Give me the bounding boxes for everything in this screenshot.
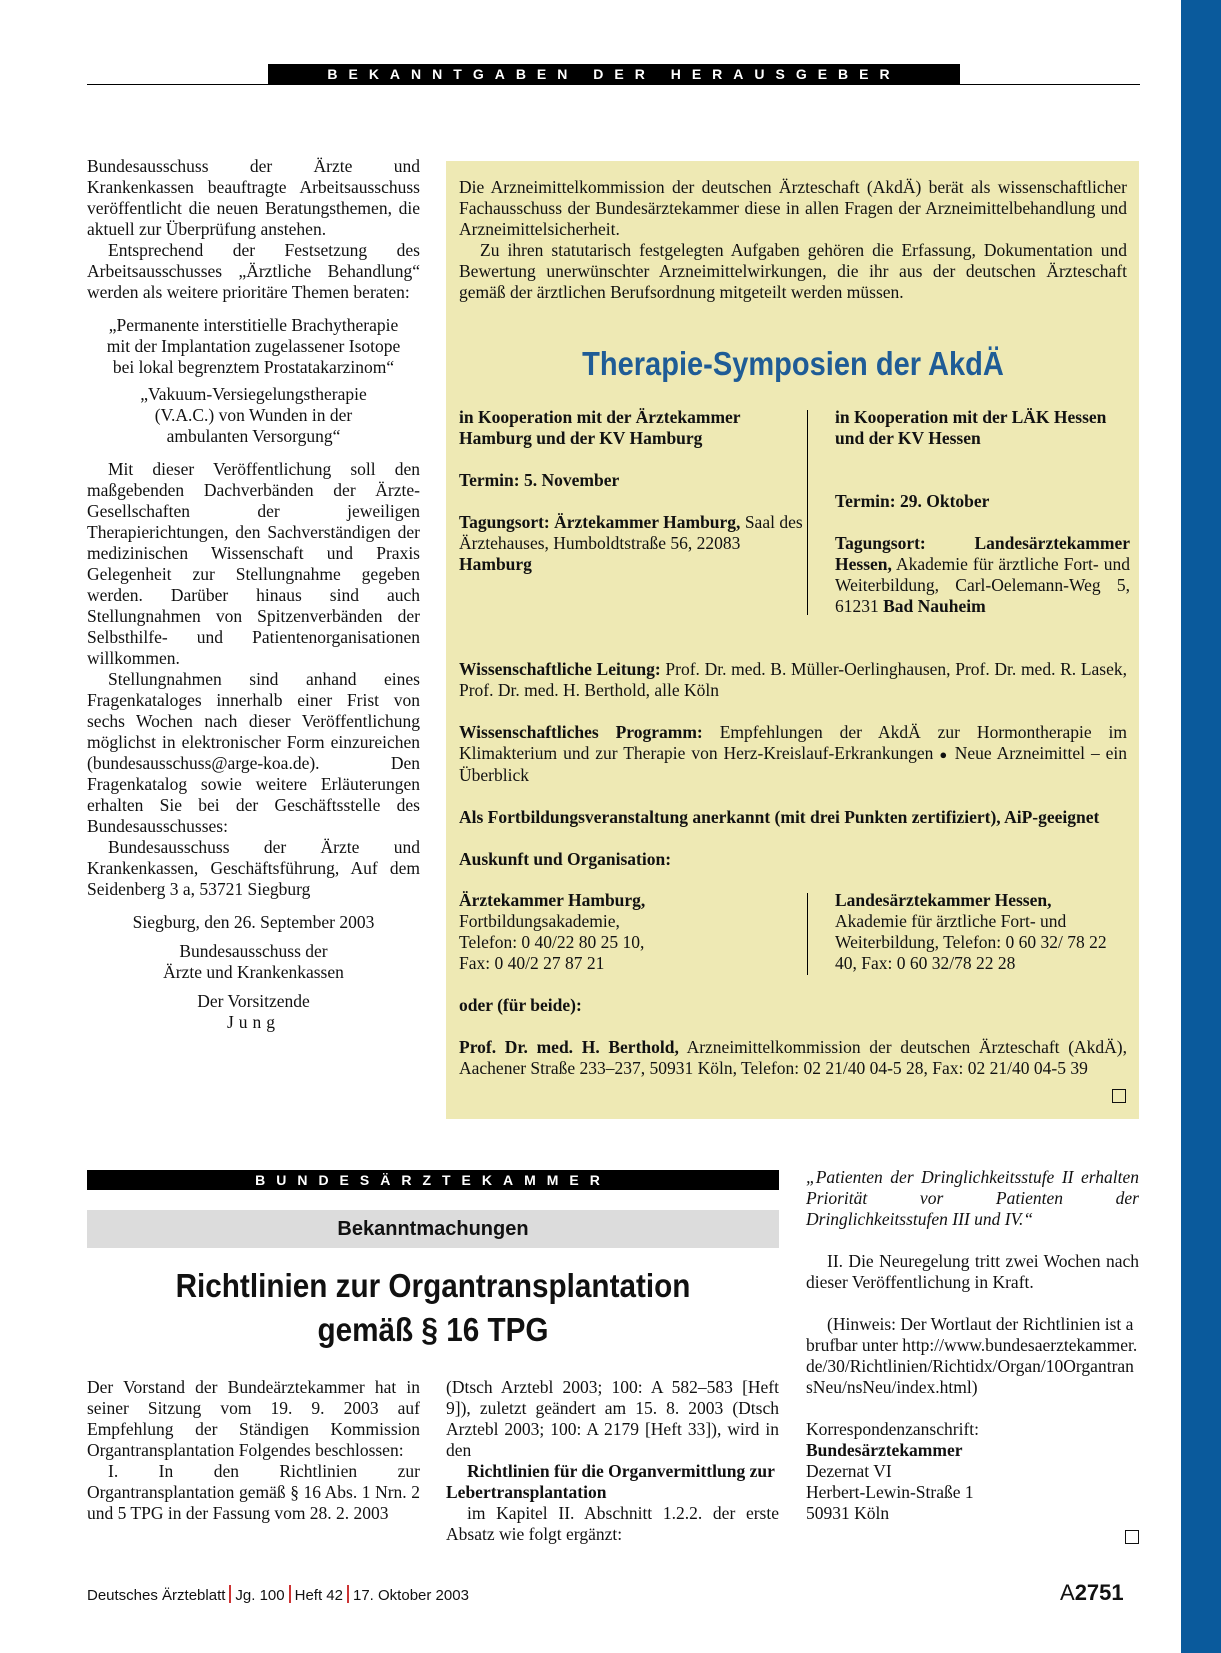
article-quote: „Patienten der Dringlichkeitsstufe II erhalten Priorität vor Patienten der Dringlichkeitsstufen III und IV.“ [806,1167,1139,1229]
auskunft-text: Fortbildungsakademie, Telefon: 0 40/22 80 25 10, Fax: 0 40/2 27 87 21 [459,911,645,973]
auskunft-text: Akademie für ärztliche Fort- und Weiterbildung, Telefon: 0 60 32/ 78 22 40, Fax: 0 60 32/78 22 28 [835,911,1107,973]
column-divider [807,410,808,615]
article-paragraph: I. In den Richtlinien zur Organtransplantation gemäß § 16 Abs. 1 Nrn. 2 und 5 TPG in der Fassung vom 28. 2. 2003 [87,1461,420,1523]
tagungsort [835,533,1130,617]
akda-box [446,161,1139,1119]
signature-role: Der Vorsitzende [197,991,310,1011]
symposium-title: Therapie-Symposien der AkdÄ [582,345,1004,382]
oder: oder (für beide): [459,995,582,1015]
subsection-bar: Bekanntmachungen [87,1210,779,1248]
corr-label: Korrespondenzanschrift: [806,1419,979,1439]
auskunft-hessen [835,890,1125,974]
article-title-line: gemäß § 16 TPG [317,1311,549,1348]
programm-text: Empfehlungen der AkdÄ zur Hormontherapie im Klimakterium und zur Therapie von Herz-Kreislauf-Erkrankungen [459,722,1128,763]
tagungsort-text: Akademie für ärztliche Fort- und Weiterbildung, Carl-Oelemann-Weg 5, 61231 [835,554,1130,616]
journal-name: Deutsches Ärzteblatt [87,1587,226,1604]
corr-org: Bundesärztekammer [806,1440,963,1460]
article-col-3 [806,1167,1139,1524]
leitung-label: Wissenschaftliche Leitung: [459,659,661,679]
tagungsort [459,512,804,575]
tagungsort-city: Hamburg [459,554,532,574]
programm [459,722,1127,786]
article-paragraph: (Dtsch Arztebl 2003; 100: A 582–583 [Heft 9]), zuletzt geändert am 15. 8. 2003 (Dtsch Arztebl 2003; 100: A 2179 [Heft 33]), wird in den [446,1377,779,1460]
symposium-hessen [835,407,1130,617]
journal-volume: Jg. 100 [235,1587,285,1604]
signature-name: Jung [226,1012,281,1032]
article-hint: (Hinweis: Der Wortlaut der Richtlinien ist abrufbar unter http://www.bundesaerztekammer.de/30/Richtlinien/Richtidx/Organ/10OrgantransNeu/nsNeu/index.html) [806,1314,1138,1397]
contact-text: Arzneimittelkommission der deutschen Ärzteschaft (AkdÄ), Aachener Straße 233–237, 50931 Köln, Telefon: 02 21/40 04-5 28, Fax: 02 21/40 04-5 39 [459,1037,1127,1078]
termin: Termin: 5. November [459,470,620,490]
place-date: Siegburg, den 26. September 2003 [132,912,375,932]
end-square-icon [1112,1089,1126,1103]
auskunft-hamburg [459,890,789,974]
article-col-2 [446,1377,779,1545]
leitung [459,659,1127,701]
article-col-1 [87,1377,420,1524]
separator [229,1585,231,1603]
article-paragraph: im Kapitel II. Abschnitt 1.2.2. der erste Absatz wie folgt ergänzt: [446,1503,779,1544]
programm-text: Neue Arzneimittel – ein Überblick [459,743,1128,785]
left-paragraph: Entsprechend der Festsetzung des Arbeitsausschusses „Ärztliche Behandlung“ werden als weitere prioritäre Themen beraten: [87,240,420,302]
coop-text: in Kooperation mit der LÄK Hessen und der KV Hessen [835,407,1107,448]
auskunft-name: Landesärztekammer Hessen, [835,890,1052,910]
auskunft-label: Auskunft und Organisation: [459,849,672,869]
corr-line: Dezernat VI [806,1461,892,1481]
bullet-icon: ● [939,747,949,762]
footer [87,1585,469,1606]
page-number [1060,1580,1124,1606]
contact-name: Prof. Dr. med. H. Berthold, [459,1037,679,1057]
article-title-line: Richtlinien zur Organtransplantation [175,1267,691,1304]
akda-intro [459,177,1127,303]
corr-line: 50931 Köln [806,1503,890,1523]
article-bold: Richtlinien für die Organvermittlung zur Lebertransplantation [446,1461,775,1502]
tagungsort-city: Bad Nauheim [883,596,986,616]
article-paragraph: II. Die Neuregelung tritt zwei Wochen nach dieser Veröffentlichung in Kraft. [806,1251,1139,1292]
tagungsort-label: Tagungsort: Ärztekammer Hamburg, [459,512,741,532]
page-edge-bar [1181,0,1221,1653]
quote-vac: „Vakuum-Versiegelungstherapie (V.A.C.) von Wunden in der ambulanten Versorgung“ [140,384,367,446]
auskunft-name: Ärztekammer Hamburg, [459,890,646,910]
contact [459,1037,1127,1079]
leitung-text: Prof. Dr. med. B. Müller-Oerlinghausen, Prof. Dr. med. R. Lasek, Prof. Dr. med. H. Berthold, alle Köln [459,659,1127,700]
termin: Termin: 29. Oktober [835,491,990,511]
signature-org: Ärzte und Krankenkassen [163,962,344,982]
separator [347,1585,349,1603]
tagungsort-label: Tagungsort: Landesärztekammer Hessen, [835,533,1130,574]
journal-date: 17. Oktober 2003 [353,1587,469,1604]
separator [289,1585,291,1603]
akda-intro-paragraph: Zu ihren statutarisch festgelegten Aufgaben gehören die Erfassung, Dokumentation und Bewertung unerwünschter Arzneimittelwirkungen, die ihr aus der deutschen Ärzteschaft gemäß der ärztlichen Berufsordnung mitgeteilt werden müssen. [459,240,1127,302]
end-square-icon [1125,1530,1139,1544]
fortbildung: Als Fortbildungsveranstaltung anerkannt (mit drei Punkten zertifiziert), AiP-geeignet [459,807,1100,827]
coop-text: in Kooperation mit der Ärztekammer Hamburg und der KV Hamburg [459,407,741,448]
symposium-details [459,659,1127,870]
symposium-hamburg [459,407,804,575]
quote-brachytherapie: „Permanente interstitielle Brachytherapie mit der Implantation zugelassener Isotope bei lokal begrenztem Prostatakarzinom“ [106,315,401,377]
header-rule [87,84,1140,85]
signature-org: Bundesausschuss der [179,941,328,961]
akda-intro-paragraph: Die Arzneimittelkommission der deutschen Ärzteschaft (AkdÄ) berät als wissenschaftlicher Fachausschuss der Bundesärztekammer diese in allen Fragen der Arzneimittelbehandlung und Arzneimittelsicherheit. [459,177,1127,239]
page-digits: 2751 [1074,1580,1124,1605]
column-divider [807,893,808,975]
page-prefix: A [1060,1580,1075,1605]
left-paragraph: Mit dieser Veröffentlichung soll den maßgebenden Dachverbänden der Ärzte-Gesellschaften der jeweiligen Therapierichtungen, den Sachverständigen der medizinischen Wissenschaft und Praxis Gelegenheit zur Stellungnahme gegeben werden. Darüber hinaus sind auch Stellungnahmen von Spitzenverbänden der Selbsthilfe- und Patientenorganisationen willkommen. [87,459,420,668]
article-paragraph: Der Vorstand der Bundeärztekammer hat in seiner Sitzung vom 19. 9. 2003 auf Empfehlung der Ständigen Kommission Organtransplantation Folgendes beschlossen: [87,1377,420,1460]
left-paragraph: Bundesausschuss der Ärzte und Krankenkassen, Geschäftsführung, Auf dem Seidenberg 3 a, 53721 Siegburg [87,837,420,899]
baek-section-header: BUNDESÄRZTEKAMMER [87,1170,779,1190]
contact-block [459,995,1127,1079]
left-paragraph: Bundesausschuss der Ärzte und Krankenkassen beauftragte Arbeitsausschuss veröffentlicht die neuen Beratungsthemen, die aktuell zur Überprüfung anstehen. [87,156,420,239]
left-paragraph: Stellungnahmen sind anhand eines Fragenkataloges innerhalb einer Frist von sechs Wochen nach dieser Veröffentlichung möglichst in elektronischer Form einzureichen (bundesausschuss@arge-koa.de). Den Fragenkatalog sowie weitere Erläuterungen erhalten Sie bei der Geschäftsstelle des Bundesausschusses: [87,669,420,836]
section-header: BEKANNTGABEN DER HERAUSGEBER [268,64,960,84]
corr-line: Herbert-Lewin-Straße 1 [806,1482,974,1502]
journal-issue: Heft 42 [294,1587,343,1604]
article-title [122,1264,745,1352]
left-column [87,156,420,1033]
programm-label: Wissenschaftliches Programm: [459,722,703,742]
tagungsort-text: Saal des Ärztehauses, Humboldtstraße 56, 22083 [459,512,803,553]
